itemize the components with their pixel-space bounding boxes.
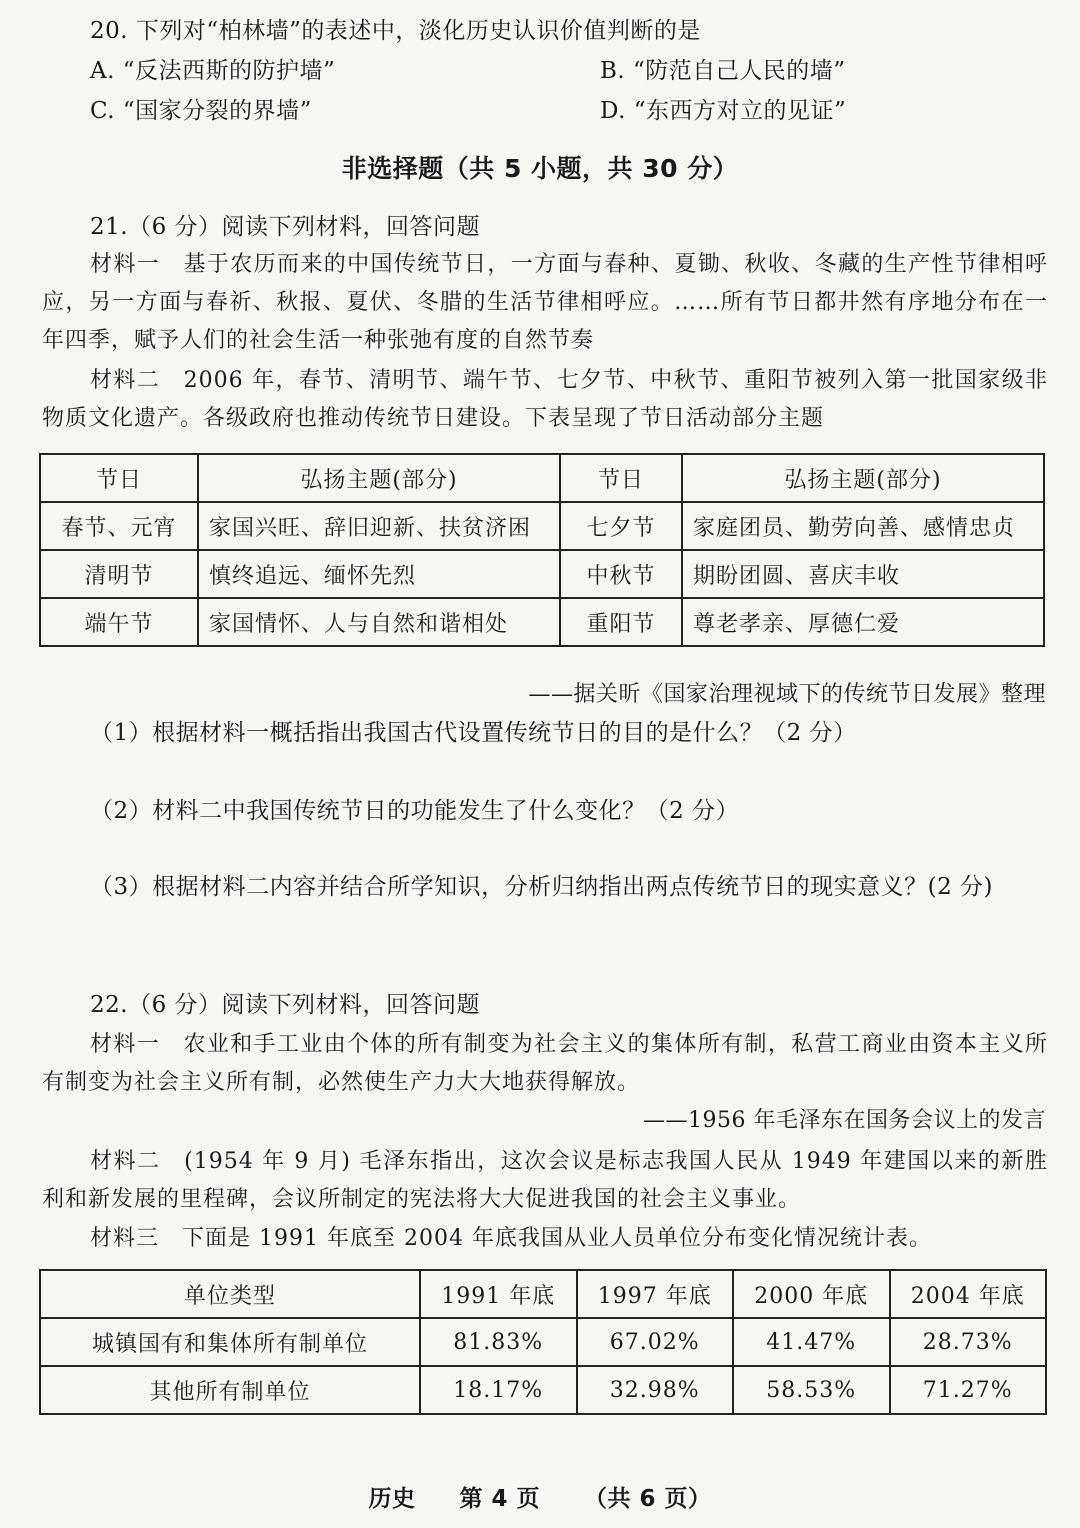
table-row (40, 1318, 1046, 1366)
question-22-stem: 22.（6 分）阅读下列材料，回答问题 (90, 992, 481, 1018)
table-header-cell: 节日 (560, 454, 682, 502)
table-cell: 其他所有制单位 (40, 1366, 420, 1414)
table-cell: 尊老孝亲、厚德仁爱 (682, 598, 1044, 646)
table-cell: 城镇国有和集体所有制单位 (40, 1318, 420, 1366)
table-cell: 28.73% (890, 1318, 1047, 1366)
q22-source-citation: ——1956 年毛泽东在国务会议上的发言 (643, 1108, 1046, 1133)
table-cell: 重阳节 (560, 598, 682, 646)
section-title: 非选择题（共 5 小题，共 30 分） (341, 154, 739, 183)
festival-theme-table (39, 453, 1045, 647)
table-cell: 慎终追远、缅怀先烈 (198, 550, 560, 598)
option-a: A. “反法西斯的防护墙” (90, 58, 336, 84)
q22-material-2: 材料二 (1954 年 9 月) 毛泽东指出，这次会议是标志我国人民从 1949 年建国以来的新胜利和新发展的里程碑，会议所制定的宪法将大大促进我国的社会主义事业。 (42, 1149, 1048, 1212)
table-row (40, 1366, 1046, 1414)
footer-page-number: 第 4 页 (459, 1486, 540, 1512)
table-header-row (40, 454, 1044, 502)
table-cell: 67.02% (577, 1318, 734, 1366)
table-cell: 家庭团员、勤劳向善、感情忠贞 (682, 502, 1044, 550)
table-row (40, 502, 1044, 550)
table-header-cell: 节日 (40, 454, 198, 502)
table-header-cell: 1997 年底 (577, 1270, 734, 1318)
table-cell: 期盼团圆、喜庆丰收 (682, 550, 1044, 598)
option-c: C. “国家分裂的界墙” (90, 98, 312, 124)
q21-material-2: 材料二 2006 年，春节、清明节、端午节、七夕节、中秋节、重阳节被列入第一批国家级非物质文化遗产。各级政府也推动传统节日建设。下表呈现了节日活动部分主题 (42, 368, 1048, 431)
table-cell: 春节、元宵 (40, 502, 198, 550)
question-21-stem: 21.（6 分）阅读下列材料，回答问题 (90, 214, 481, 240)
table-header-cell: 2000 年底 (733, 1270, 890, 1318)
table-header-cell: 弘扬主题(部分) (198, 454, 560, 502)
q21-subquestion-2: （2）材料二中我国传统节日的功能发生了什么变化？（2 分） (90, 798, 740, 824)
table-cell: 端午节 (40, 598, 198, 646)
table-cell: 71.27% (890, 1366, 1047, 1414)
q21-material-1: 材料一 基于农历而来的中国传统节日，一方面与春种、夏锄、秋收、冬藏的生产性节律相呼应，另一方面与春祈、秋报、夏伏、冬腊的生活节律相呼应。……所有节日都井然有序地分布在一年四季，赋予人们的社会生活一种张弛有度的自然节奏 (42, 252, 1048, 353)
table-header-cell: 单位类型 (40, 1270, 420, 1318)
table-cell: 七夕节 (560, 502, 682, 550)
option-b: B. “防范自己人民的墙” (600, 58, 846, 84)
q21-subquestion-3: （3）根据材料二内容并结合所学知识，分析归纳指出两点传统节日的现实意义？(2 分) (90, 874, 994, 900)
table-cell: 家国情怀、人与自然和谐相处 (198, 598, 560, 646)
table-cell: 清明节 (40, 550, 198, 598)
page-footer (0, 1484, 1080, 1514)
table-header-cell: 弘扬主题(部分) (682, 454, 1044, 502)
table-header-cell: 1991 年底 (420, 1270, 577, 1318)
q21-subquestion-1: （1）根据材料一概括指出我国古代设置传统节日的目的是什么？（2 分） (90, 720, 857, 746)
table-cell: 32.98% (577, 1366, 734, 1414)
table-cell: 41.47% (733, 1318, 890, 1366)
footer-subject: 历史 (368, 1486, 416, 1512)
option-d: D. “东西方对立的见证” (600, 98, 847, 124)
table-cell: 家国兴旺、辞旧迎新、扶贫济困 (198, 502, 560, 550)
question-20-stem: 20. 下列对“柏林墙”的表述中，淡化历史认识价值判断的是 (90, 18, 701, 44)
footer-page-total: （共 6 页） (584, 1486, 712, 1512)
table-row (40, 598, 1044, 646)
table-cell: 中秋节 (560, 550, 682, 598)
table-cell: 81.83% (420, 1318, 577, 1366)
table-cell: 58.53% (733, 1366, 890, 1414)
table-row (40, 550, 1044, 598)
table-header-cell: 2004 年底 (890, 1270, 1047, 1318)
q22-material-3: 材料三 下面是 1991 年底至 2004 年底我国从业人员单位分布变化情况统计表。 (90, 1226, 932, 1251)
employment-distribution-table (39, 1269, 1047, 1415)
q21-source-citation: ——据关昕《国家治理视域下的传统节日发展》整理 (528, 682, 1046, 707)
q22-material-1: 材料一 农业和手工业由个体的所有制变为社会主义的集体所有制，私营工商业由资本主义所有制变为社会主义所有制，必然使生产力大大地获得解放。 (42, 1032, 1048, 1095)
table-cell: 18.17% (420, 1366, 577, 1414)
table-header-row (40, 1270, 1046, 1318)
